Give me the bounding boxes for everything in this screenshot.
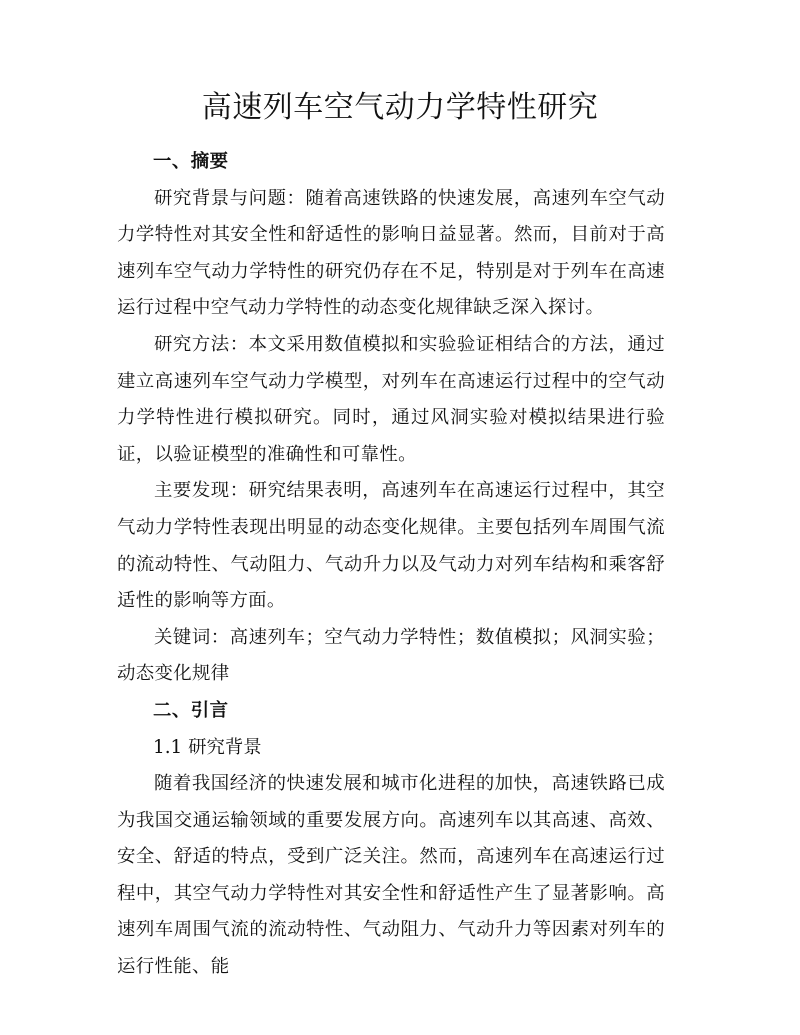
section-heading-abstract: 一、摘要 bbox=[153, 151, 229, 172]
abstract-keywords: 关键词：高速列车；空气动力学特性；数值模拟；风洞实验；动态变化规律 bbox=[117, 626, 665, 685]
subsection-heading-background: 1.1 研究背景 bbox=[153, 736, 262, 758]
intro-paragraph: 随着我国经济的快速发展和城市化进程的加快，高速铁路已成为我国交通运输领域的重要发展方向。高速列车以其高速、高效、安全、舒适的特点，受到广泛关注。然而，高速列车在高速运行过程中，其空气动力学特性对其安全性和舒适性产生了显著影响。高速列车周围气流的流动特性、气动阻力、气动升力等因素对列车的运行性能、能 bbox=[117, 773, 665, 978]
abstract-paragraph-findings: 主要发现：研究结果表明，高速列车在高速运行过程中，其空气动力学特性表现出明显的动态变化规律。主要包括列车周围气流的流动特性、气动阻力、气动升力以及气动力对列车结构和乘客舒适性的影响等方面。 bbox=[117, 480, 665, 612]
section-heading-introduction: 二、引言 bbox=[153, 699, 229, 721]
abstract-paragraph-background: 研究背景与问题：随着高速铁路的快速发展，高速列车空气动力学特性对其安全性和舒适性的影响日益显著。然而，目前对于高速列车空气动力学特性的研究仍存在不足，特别是对于列车在高速运行过程中空气动力学特性的动态变化规律缺乏深入探讨。 bbox=[117, 187, 665, 319]
abstract-paragraph-methods: 研究方法：本文采用数值模拟和实验验证相结合的方法，通过建立高速列车空气动力学模型，对列车在高速运行过程中的空气动力学特性进行模拟研究。同时，通过风洞实验对模拟结果进行验证，以验证模型的准确性和可靠性。 bbox=[117, 333, 665, 465]
document-title: 高速列车空气动力学特性研究 bbox=[201, 90, 599, 125]
document-body bbox=[117, 144, 665, 986]
